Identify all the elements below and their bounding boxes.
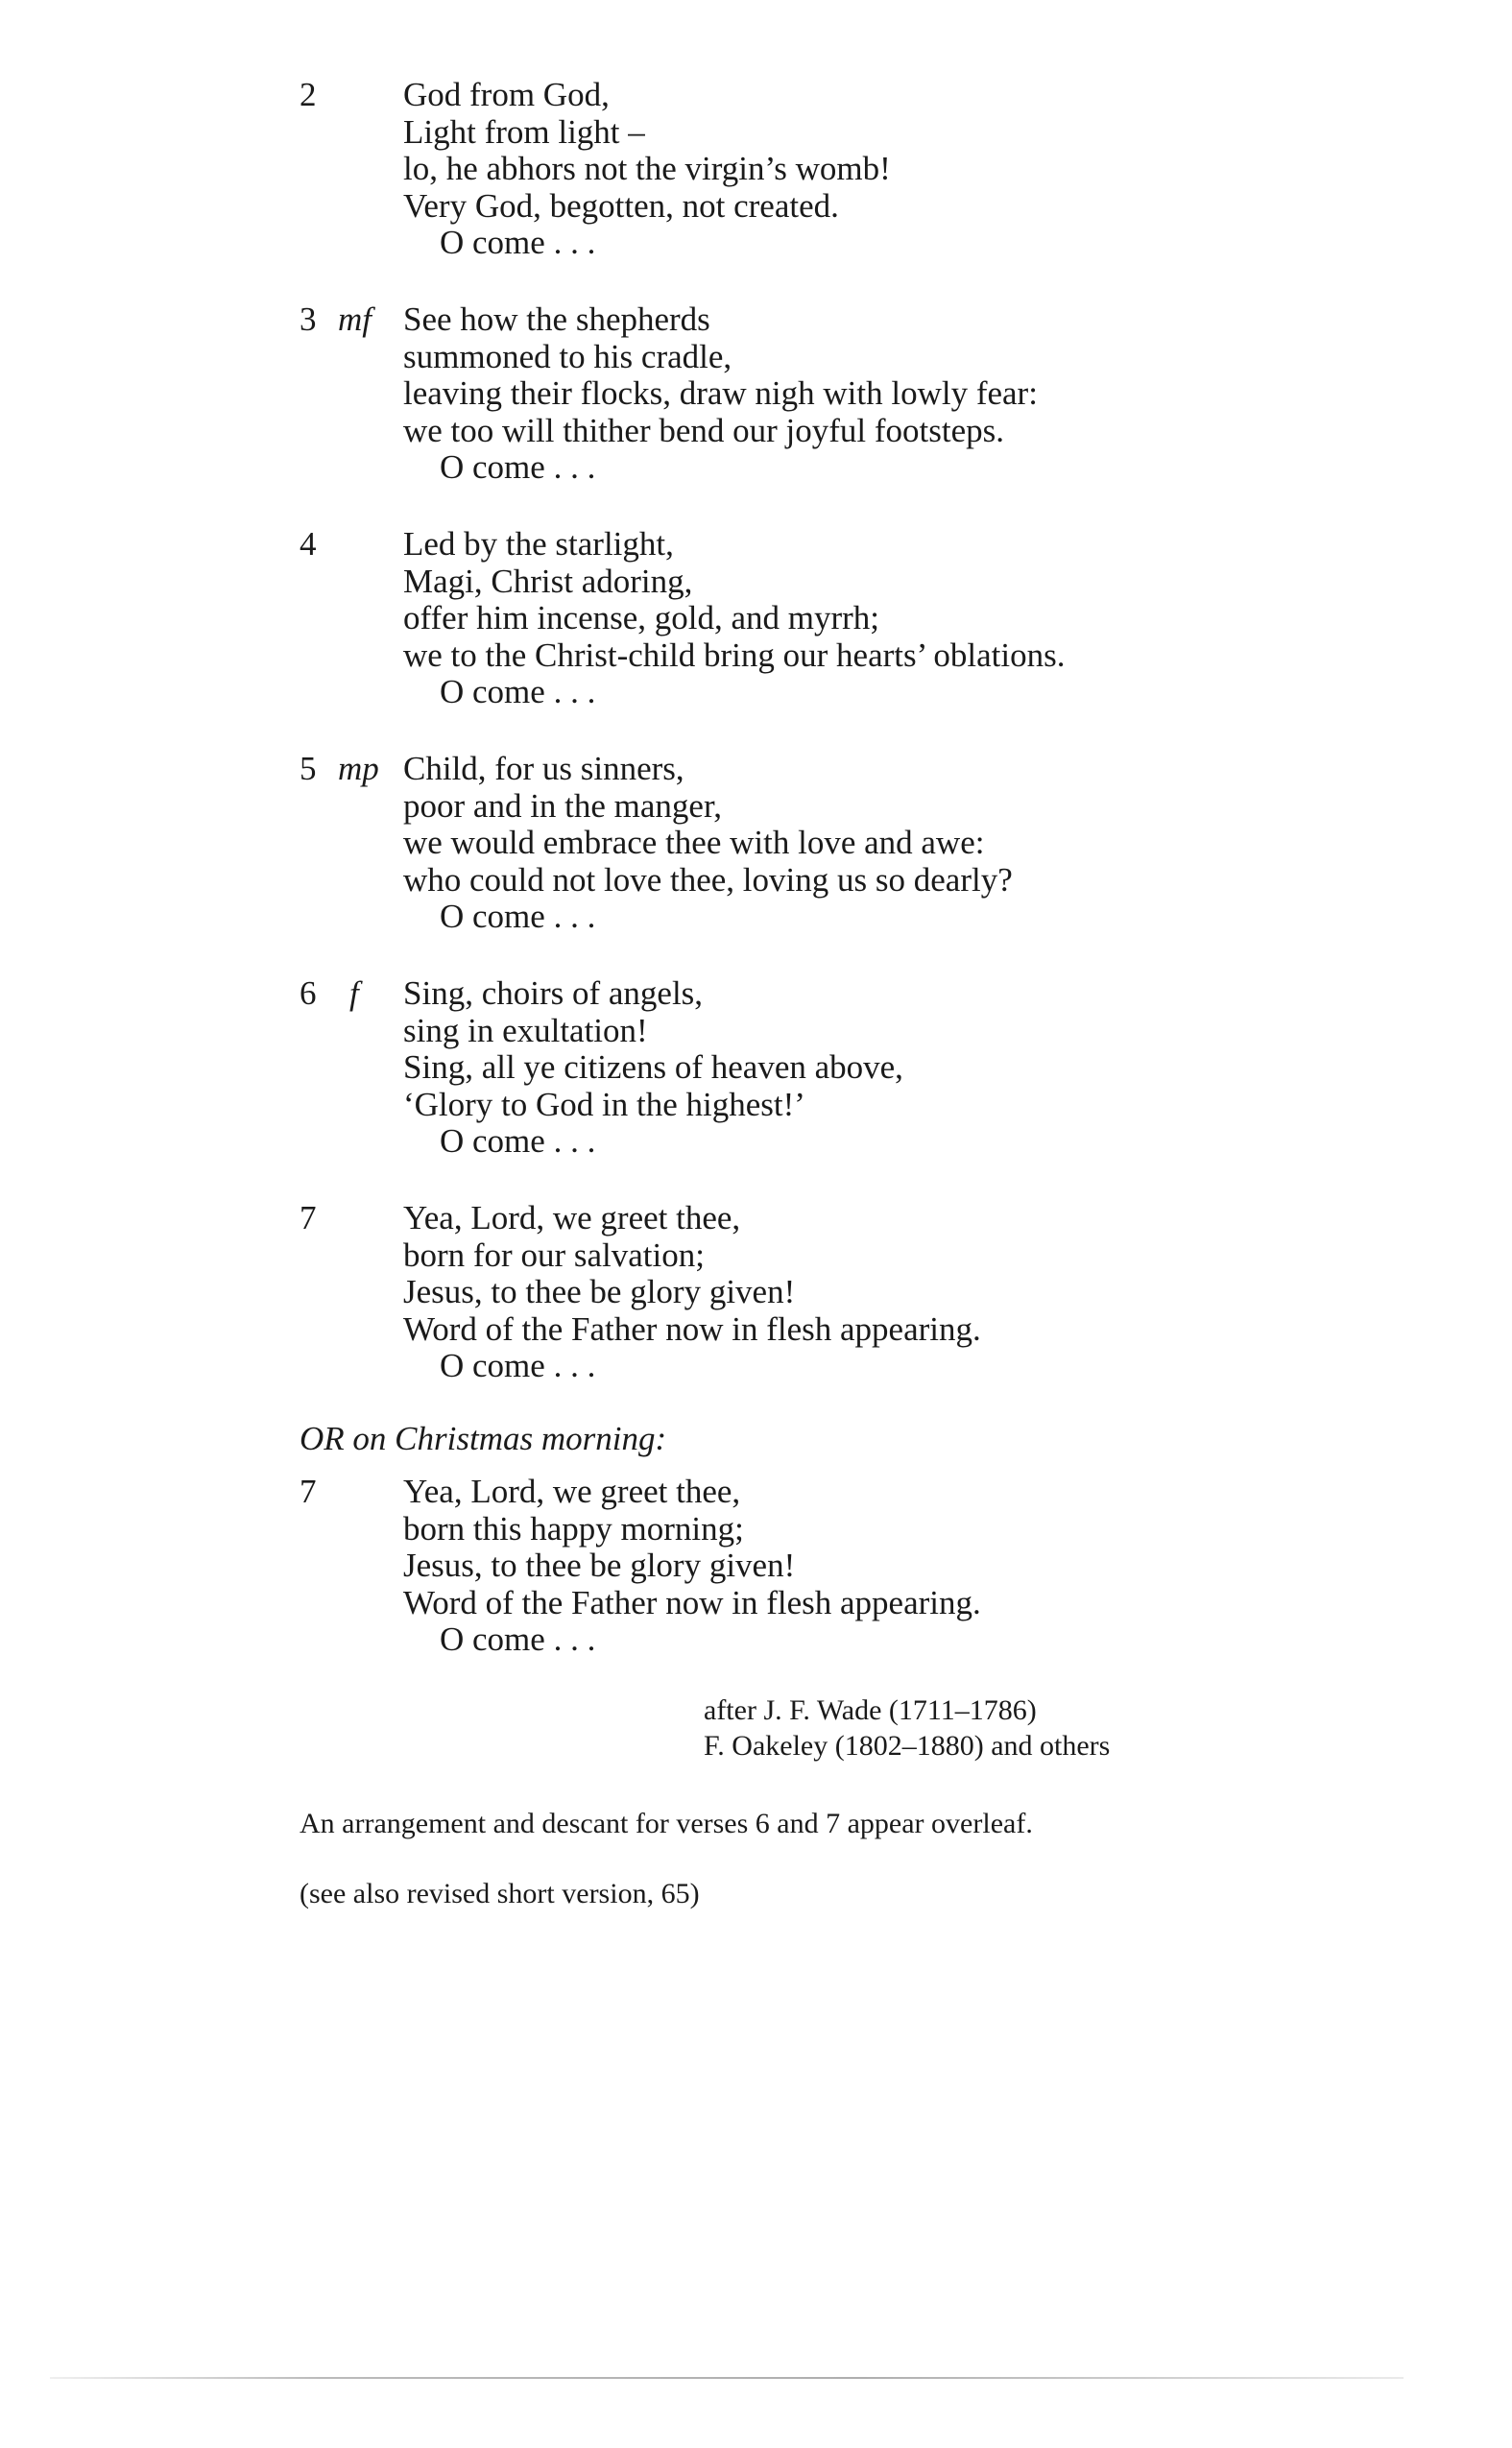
page-bottom-rule xyxy=(50,2377,1404,2379)
verse-line: summoned to his cradle, xyxy=(403,337,732,375)
verse-line: we too will thither bend our joyful footsteps. xyxy=(403,411,1005,449)
verse-number: 4 xyxy=(300,525,317,563)
verse-line: Yea, Lord, we greet thee, xyxy=(403,1473,741,1510)
verse-lines xyxy=(403,975,1248,1161)
refrain-cue: O come . . . xyxy=(440,1347,596,1384)
verse-number: 7 xyxy=(300,1473,317,1510)
verse-line: Magi, Christ adoring, xyxy=(403,562,693,600)
verse-line: born this happy morning; xyxy=(403,1509,744,1548)
refrain-cue: O come . . . xyxy=(440,224,596,261)
refrain-cue: O come . . . xyxy=(440,448,596,486)
dynamic-marking: mp xyxy=(338,750,379,787)
verse-line: we would embrace thee with love and awe: xyxy=(403,824,985,861)
verse-line: born for our salvation; xyxy=(403,1236,705,1274)
verse-number: 7 xyxy=(300,1199,317,1236)
verse-line: Jesus, to thee be glory given! xyxy=(403,1273,796,1310)
verse-lines xyxy=(403,301,1248,487)
verse-number: 3 xyxy=(300,300,317,338)
verse-line: Yea, Lord, we greet thee, xyxy=(403,1199,741,1236)
dynamic-marking: f xyxy=(349,974,359,1012)
verse-line: God from God, xyxy=(403,76,610,113)
verse-lines xyxy=(403,751,1248,936)
verse-line: lo, he abhors not the virgin’s womb! xyxy=(403,150,891,187)
verse-line: Word of the Father now in flesh appearing. xyxy=(403,1583,981,1621)
verse-line: Light from light – xyxy=(403,112,645,151)
verse-line: Led by the starlight, xyxy=(403,525,674,563)
verse-line: Sing, all ye citizens of heaven above, xyxy=(403,1048,903,1086)
verse-line: Very God, begotten, not created. xyxy=(403,186,839,225)
verse-number: 2 xyxy=(300,76,317,113)
verse-number: 5 xyxy=(300,750,317,787)
alternate-verse-heading: OR on Christmas morning: xyxy=(300,1420,667,1457)
verse-line: See how the shepherds xyxy=(403,300,710,338)
arrangement-note: An arrangement and descant for verses 6 and 7 appear overleaf. xyxy=(300,1808,1033,1839)
verse-lines xyxy=(403,77,1248,262)
refrain-cue: O come . . . xyxy=(440,898,596,935)
refrain-cue: O come . . . xyxy=(440,1620,596,1658)
attribution-line: after J. F. Wade (1711–1786) xyxy=(704,1694,1037,1726)
verse-line: Child, for us sinners, xyxy=(403,750,684,787)
verse-line: ‘Glory to God in the highest!’ xyxy=(403,1085,805,1123)
refrain-cue: O come . . . xyxy=(440,1122,596,1160)
verse-line: Sing, choirs of angels, xyxy=(403,974,704,1012)
verse-line: we to the Christ-child bring our hearts’ oblations. xyxy=(403,636,1066,674)
attribution-line: F. Oakeley (1802–1880) and others xyxy=(704,1730,1111,1762)
attribution xyxy=(704,1692,1110,1764)
verse-line: sing in exultation! xyxy=(403,1011,648,1049)
verse-line: Jesus, to thee be glory given! xyxy=(403,1547,796,1584)
verse-lines xyxy=(403,1474,1248,1659)
verse-lines xyxy=(403,1200,1248,1385)
verse-number: 6 xyxy=(300,974,317,1012)
refrain-cue: O come . . . xyxy=(440,673,596,710)
see-also-note: (see also revised short version, 65) xyxy=(300,1878,700,1909)
verse-line: poor and in the manger, xyxy=(403,786,722,825)
verse-lines xyxy=(403,526,1248,711)
verse-line: Word of the Father now in flesh appearing. xyxy=(403,1309,981,1348)
verse-line: leaving their flocks, draw nigh with lowly fear: xyxy=(403,374,1038,412)
dynamic-marking: mf xyxy=(338,300,372,338)
verse-line: who could not love thee, loving us so dearly? xyxy=(403,860,1013,899)
verse-line: offer him incense, gold, and myrrh; xyxy=(403,599,880,636)
